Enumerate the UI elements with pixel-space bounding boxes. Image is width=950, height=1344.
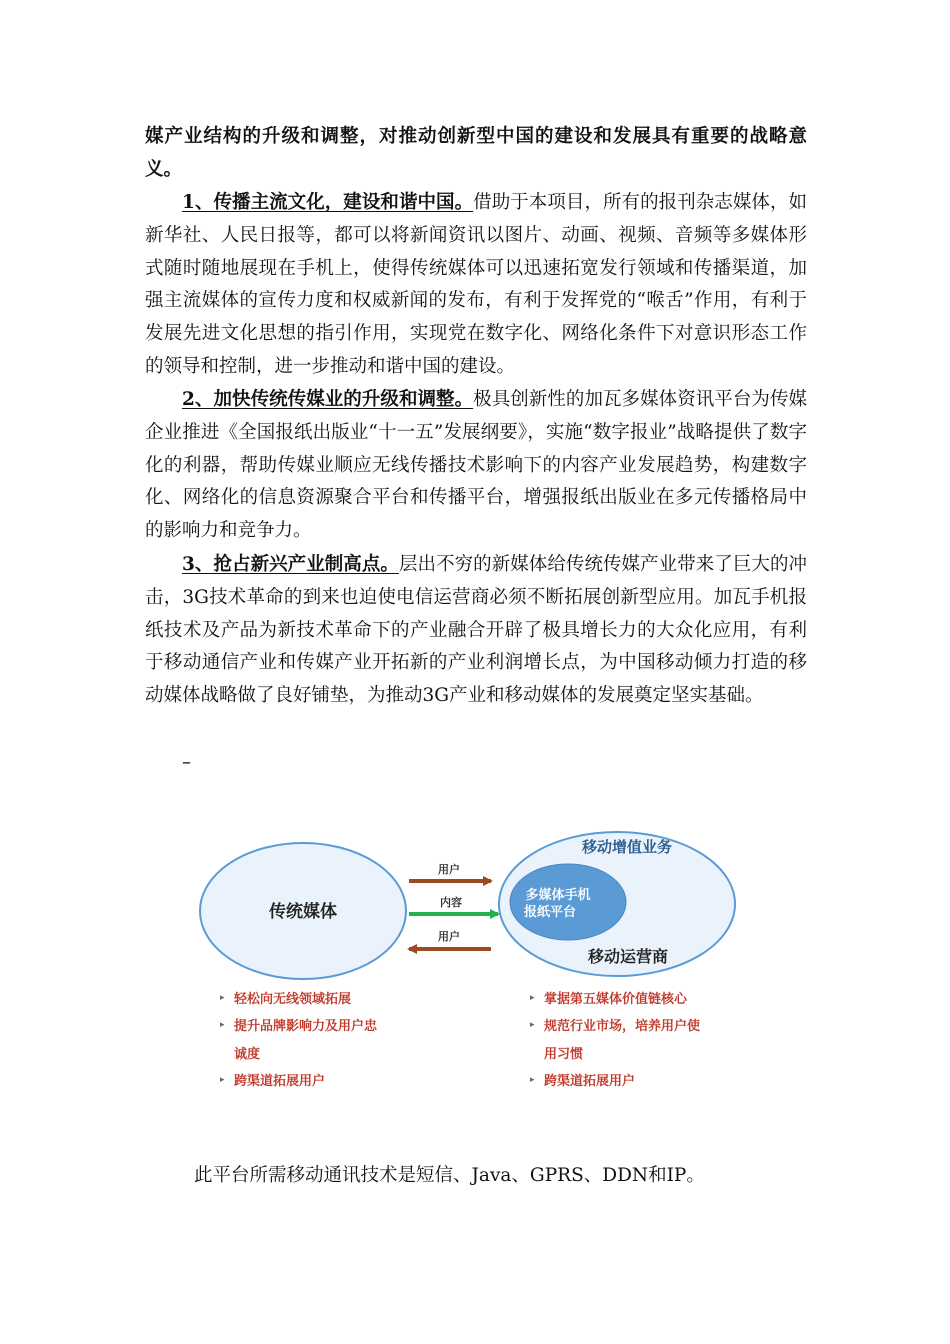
point-1-body: 借助于本项目，所有的报刊杂志媒体，如新华社、人民日报等，都可以将新闻资讯以图片、动画、视频、音频等多媒体形式随时随地展现在手机上，使得传统媒体可以迅速拓宽发行领域和传播渠道，加强主流媒体的宣传力度和权威新闻的发布，有利于发挥党的“喉舌”作用，有利于发展先进文化思想的指引作用，实现党在数字化、网络化条件下对意识形态工作的领导和控制，进一步推动和谐中国的建设。 [145, 192, 807, 377]
left-bullet-item: 提升品牌影响力及用户忠 [234, 1019, 378, 1034]
left-bullet-marker: ▸ [220, 1075, 225, 1085]
right-bullet-marker: ▸ [530, 1020, 535, 1030]
right-bullet-item: 掌据第五媒体价值链核心 [544, 992, 688, 1007]
right-bullet-list [530, 991, 700, 1089]
point-3-body: 层出不穷的新媒体给传统传媒产业带来了巨大的冲击，3G技术革命的到来也迫使电信运营商必须不断拓展创新型应用。加瓦手机报纸技术及产品为新技术革命下的产业融合开辟了极具增长力的大众化应用，有利于移动通信产业和传媒产业开拓新的产业利润增长点，为中国移动倾力打造的移动媒体战略做了良好铺垫，为推动3G产业和移动媒体的发展奠定坚实基础。 [145, 554, 807, 707]
point-3-heading: 3、抢占新兴产业制高点。 [182, 554, 399, 575]
left-bullet-marker: ▸ [220, 993, 225, 1003]
platform-caption: 此平台所需移动通讯技术是短信、Java、GPRS、DDN和IP。 [194, 1165, 705, 1186]
arrow-middle-label: 内容 [440, 896, 462, 909]
right-bullet-item: 规范行业市场，培养用户使 [544, 1019, 701, 1034]
mobile-value-added-label: 移动增值业务 [581, 838, 673, 856]
media-platform-diagram [195, 820, 755, 1110]
point-2-body: 极具创新性的加瓦多媒体资讯平台为传媒企业推进《全国报纸出版业“十一五”发展纲要》，实施“数字报业”战略提供了数字化的利器，帮助传媒业顺应无线传播技术影响下的内容产业发展趋势，构建数字化、网络化的信息资源聚合平台和传播平台，增强报纸出版业在多元传播格局中的影响力和竞争力。 [145, 389, 807, 542]
left-bullet-item: 诚度 [234, 1047, 261, 1062]
traditional-media-label: 传统媒体 [269, 902, 337, 922]
right-bullet-item: 跨渠道拓展用户 [544, 1074, 636, 1089]
left-bullet-item: 轻松向无线领域拓展 [234, 992, 352, 1007]
mobile-operator-label: 移动运营商 [587, 947, 669, 966]
stray-dash: – [182, 752, 191, 773]
left-bullet-list [220, 991, 378, 1089]
left-bullet-item: 跨渠道拓展用户 [234, 1074, 326, 1089]
platform-label-line2: 报纸平台 [523, 905, 577, 920]
paragraph-point-3 [145, 549, 807, 713]
arrow-top-label: 用户 [438, 863, 460, 876]
right-bullet-marker: ▸ [530, 1075, 535, 1085]
paragraph-point-2 [145, 384, 807, 548]
paragraph-point-1 [145, 187, 807, 384]
point-1-heading: 1、传播主流文化，建设和谐中国。 [182, 192, 474, 213]
platform-label-line1: 多媒体手机 [525, 888, 591, 903]
arrow-bottom-label: 用户 [438, 930, 460, 943]
right-bullet-item: 用习惯 [544, 1047, 584, 1062]
left-bullet-marker: ▸ [220, 1020, 225, 1030]
paragraph-intro: 媒产业结构的升级和调整，对推动创新型中国的建设和发展具有重要的战略意义。 [145, 126, 807, 180]
point-2-heading: 2、加快传统传媒业的升级和调整。 [182, 389, 474, 410]
right-bullet-marker: ▸ [530, 993, 535, 1003]
